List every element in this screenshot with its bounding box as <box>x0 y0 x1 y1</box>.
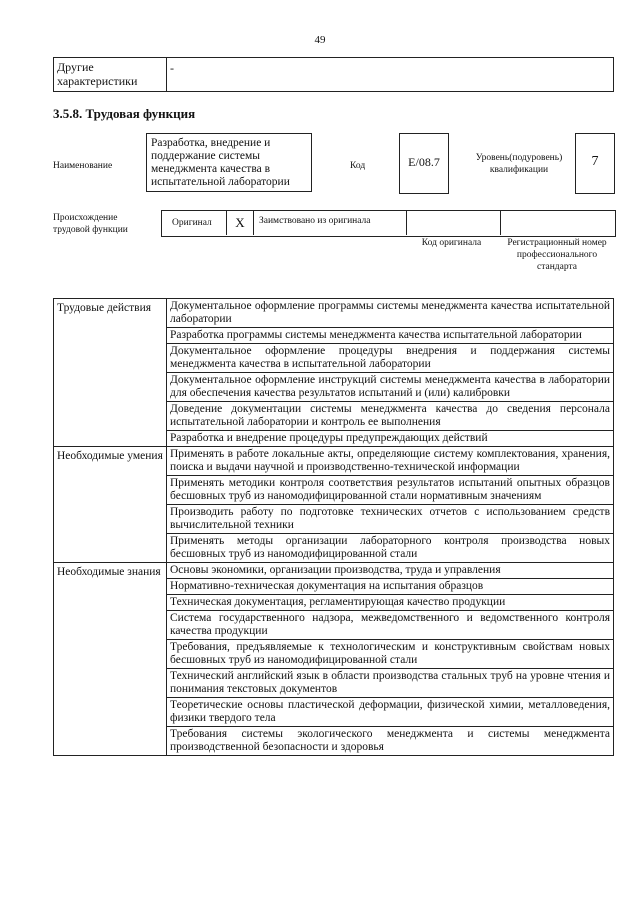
group-item: Основы экономики, организации производства, труда и управления <box>167 563 614 579</box>
origin-label: Происхождение трудовой функции <box>53 213 128 235</box>
section-title: 3.5.8. Трудовая функция <box>53 106 196 121</box>
group-item: Документальное оформление процедуры внедрения и поддержания системы менеджмента качества в испытательной лаборатории <box>167 344 614 373</box>
group-item: Требования системы экологического менеджмента и системы менеджмента производственной безопасности и здоровья <box>167 727 614 756</box>
group-item: Технический английский язык в области производства стальных труб на уровне чтения и понимания текстовых документов <box>167 669 614 698</box>
group-item: Доведение документации системы менеджмента качества до сведения персонала испытательной лаборатории и контроль ее выполнения <box>167 402 614 431</box>
table-row <box>54 299 614 328</box>
original-label: Оригинал <box>162 211 227 235</box>
other-characteristics-value: - <box>167 58 614 92</box>
group-item: Применять в работе локальные акты, определяющие систему комплектования, хранения, поиска и выдачи научной и производственно-технической информации <box>167 447 614 476</box>
code-label: Код <box>350 161 366 171</box>
group-label: Необходимые знания <box>54 563 167 756</box>
qualification-level-box <box>575 133 615 194</box>
group-item: Разработка и внедрение процедуры предупреждающих действий <box>167 431 614 447</box>
qualification-level-label: Уровень(подуровень) квалификации <box>475 153 563 175</box>
group-label: Необходимые умения <box>54 447 167 563</box>
group-item: Система государственного надзора, межведомственного и ведомственного контроля качества продукции <box>167 611 614 640</box>
registration-number-caption: Регистрационный номер профессионального стандарта <box>507 238 607 272</box>
group-item: Производить работу по подготовке технических отчетов с использованием средств вычислительной техники <box>167 505 614 534</box>
page-number: 49 <box>314 34 326 46</box>
other-characteristics-table <box>53 57 614 92</box>
group-item: Документальное оформление инструкций системы менеджмента качества в лаборатории для обеспечения качества результатов испытаний и (или) калибровки <box>167 373 614 402</box>
group-item: Теоретические основы пластической деформации, физической химии, металловедения, физики твердого тела <box>167 698 614 727</box>
group-item: Разработка программы системы менеджмента качества испытательной лаборатории <box>167 328 614 344</box>
function-details-table <box>53 298 614 756</box>
original-mark: X <box>227 211 254 235</box>
qualification-level-value: 7 <box>591 154 599 169</box>
function-name-value: Разработка, внедрение и поддержание системы менеджмента качества в испытательной лаборатории <box>146 133 312 192</box>
original-code-cell <box>407 211 501 235</box>
code-value-box <box>399 133 449 194</box>
group-label: Трудовые действия <box>54 299 167 447</box>
table-row <box>54 447 614 476</box>
name-label: Наименование <box>53 161 113 171</box>
group-item: Применять методики контроля соответствия результатов испытаний опытных образцов бесшовных труб из наномодифицированной стали нормативным значениям <box>167 476 614 505</box>
table-row <box>54 563 614 579</box>
group-item: Техническая документация, регламентирующая качество продукции <box>167 595 614 611</box>
group-item: Требования, предъявляемые к технологическим и конструктивным свойствам новых бесшовных труб из наномодифицированной стали <box>167 640 614 669</box>
origin-row <box>161 210 616 237</box>
group-item: Применять методы организации лабораторного контроля производства новых бесшовных труб из наномодифицированной стали <box>167 534 614 563</box>
borrowed-label: Заимствовано из оригинала <box>254 211 407 235</box>
other-characteristics-label: Другие характеристики <box>54 58 167 92</box>
group-item: Документальное оформление программы системы менеджмента качества испытательной лаборатории <box>167 299 614 328</box>
group-item: Нормативно-техническая документация на испытания образцов <box>167 579 614 595</box>
original-code-caption: Код оригинала <box>421 238 482 248</box>
code-value: E/08.7 <box>408 155 440 169</box>
